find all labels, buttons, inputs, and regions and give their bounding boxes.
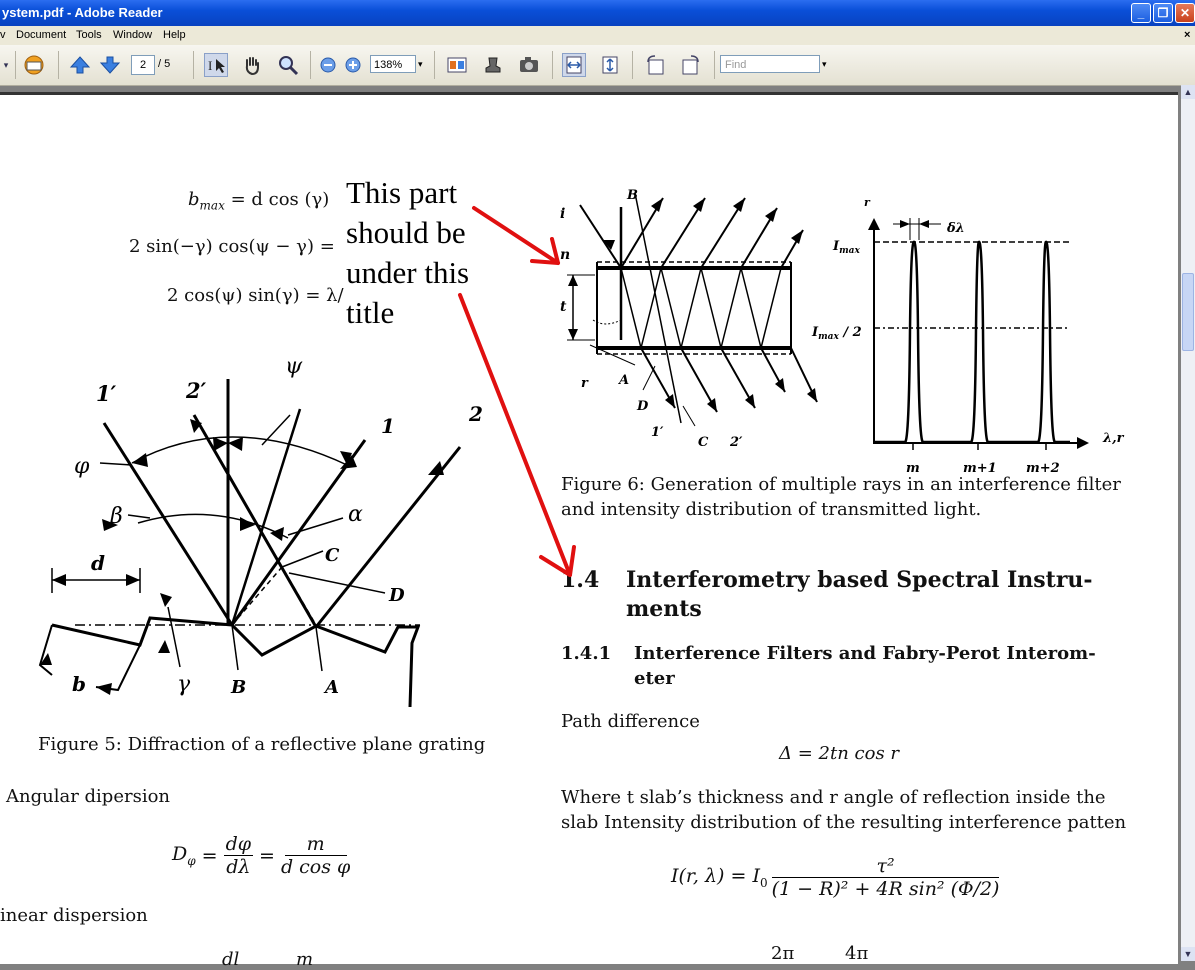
fig6-label-1p: 1′ (651, 425, 664, 440)
fig5-label-B: B (231, 677, 247, 698)
fig5-label-1: 1 (381, 414, 395, 438)
fig5-label-beta: β (110, 504, 123, 529)
fig6-label-ir: r (864, 196, 870, 209)
fig5-label-2: 2 (469, 402, 483, 426)
fig5-label-2p: 2′ (186, 378, 207, 403)
organizer-icon[interactable] (22, 53, 46, 77)
close-button[interactable]: ✕ (1175, 3, 1195, 23)
annotation-arrow-to-section (460, 295, 570, 575)
fit-width-icon[interactable] (562, 53, 586, 77)
annotation-note: This part should be under this title (346, 173, 469, 333)
equation-cos-sin: 2 cos(ψ) sin(γ) = λ/ (167, 285, 344, 306)
fig5-label-A: A (325, 677, 339, 698)
vertical-scrollbar[interactable] (1181, 85, 1195, 961)
scroll-thumb[interactable] (1182, 273, 1194, 351)
subsection-number: 1.4.1 (561, 643, 612, 664)
menu-document[interactable]: Document (16, 29, 67, 41)
menu-bar (0, 26, 1195, 45)
equation-intensity: I(r, $\lambda) = I_0$ τ² (1 − R)² + 4R sin² (Φ/2) (671, 855, 1000, 900)
fig6-label-A: A (619, 373, 630, 388)
fig6-label-m2: m+2 (1026, 461, 1060, 476)
hand-tool-icon[interactable] (240, 53, 264, 77)
page-total: / 5 (158, 58, 171, 70)
bottom-fraction-num1: dl (222, 949, 240, 970)
equation-delta: Δ = 2tn cos r (779, 743, 900, 764)
find-input[interactable]: Find (720, 55, 820, 73)
svg-text:I: I (208, 58, 213, 73)
find-dropdown-icon[interactable]: ▾ (822, 59, 827, 69)
fig5-label-d: d (91, 551, 105, 575)
window-title: ystem.pdf - Adobe Reader (2, 5, 163, 20)
path-difference-text: Path difference (561, 711, 700, 732)
title-bar (0, 0, 1195, 26)
fig5-label-psi: ψ (285, 354, 303, 379)
fig6-label-t: t (560, 299, 567, 315)
restore-button[interactable]: ❐ (1153, 3, 1173, 23)
where-text-line1: Where t slab’s thickness and r angle of reflection inside the (561, 787, 1106, 808)
snapshot-icon[interactable] (517, 53, 541, 77)
fig5-label-1p: 1′ (96, 381, 117, 406)
fig6-label-imax: $I_{max}$ (833, 239, 860, 256)
fig6-label-dl: δλ (947, 221, 965, 236)
toolbar (0, 45, 1195, 86)
zoom-tool-icon[interactable] (276, 53, 300, 77)
fig6-label-D: D (637, 399, 649, 414)
menu-tools[interactable]: Tools (76, 29, 102, 41)
where-text-line2: slab Intensity distribution of the resulting interference patten (561, 812, 1127, 833)
section-title-line1: Interferometry based Spectral Instru- (626, 567, 1093, 593)
dropdown-arrow-icon[interactable]: ▾ (3, 59, 9, 70)
figure-6-caption-line1: Figure 6: Generation of multiple rays in an interference filter (561, 474, 1121, 495)
page-number-input[interactable]: 2 (131, 55, 155, 75)
rotate-right-icon[interactable] (679, 53, 703, 77)
document-page[interactable] (0, 92, 1178, 970)
fig5-label-D: D (389, 585, 405, 606)
bottom-fraction-num2: m (296, 949, 314, 970)
next-page-icon[interactable] (98, 53, 122, 77)
rotate-left-icon[interactable] (643, 53, 667, 77)
annotation-arrow-to-figure (474, 208, 558, 263)
fig5-label-C: C (325, 545, 340, 566)
fig5-label-b: b (72, 672, 86, 696)
annotation-arrows (0, 95, 1178, 964)
linear-dispersion-text: inear dispersion (0, 905, 148, 926)
stamp-icon[interactable] (481, 53, 505, 77)
document-close-icon[interactable]: × (1184, 29, 1191, 41)
previous-page-icon[interactable] (68, 53, 92, 77)
fig6-label-r: r (581, 376, 588, 391)
zoom-out-icon[interactable] (316, 53, 340, 77)
bottom-fraction-4pi: 4π (845, 943, 869, 964)
menu-view[interactable]: v (0, 29, 6, 41)
fig6-label-m1: m+1 (963, 461, 997, 476)
fig6-label-imax2: $I_{max} / 2$ (812, 325, 862, 342)
subsection-title-line2: eter (634, 668, 675, 689)
menu-help[interactable]: Help (163, 29, 186, 41)
fig6-label-i: i (560, 206, 566, 222)
fit-page-icon[interactable] (598, 53, 622, 77)
fig6-label-m: m (906, 461, 920, 476)
fig6-label-B: B (627, 188, 638, 203)
pages-panel-icon[interactable] (445, 53, 469, 77)
scroll-up-icon[interactable]: ▲ (1181, 85, 1195, 99)
fig5-label-phi: φ (74, 454, 90, 479)
section-number: 1.4 (561, 567, 600, 593)
select-tool-icon[interactable] (204, 53, 228, 77)
zoom-dropdown-icon[interactable]: ▾ (418, 59, 423, 69)
minimize-button[interactable]: _ (1131, 3, 1151, 23)
angular-dispersion-text: Angular dipersion (6, 786, 171, 807)
fig6-label-n: n (560, 247, 571, 263)
zoom-in-icon[interactable] (341, 53, 365, 77)
bottom-fraction-2pi: 2π (771, 943, 795, 964)
section-title-line2: ments (626, 596, 702, 622)
fig5-label-gamma: γ (177, 672, 191, 697)
zoom-level-input[interactable]: 138% (370, 55, 416, 73)
fig6-label-lam: λ,r (1103, 431, 1124, 446)
scroll-down-icon[interactable]: ▼ (1181, 947, 1195, 961)
equation-bmax: $b_{max} = d$ cos (γ) (188, 189, 330, 213)
equation-sin-cos: 2 sin(−γ) cos(ψ − γ) = (129, 236, 335, 257)
fig5-label-alpha: α (348, 502, 363, 527)
equation-angular-dispersion: $D_\varphi$ = $\frac{d\varphi}{d\lambda}$ = $\frac{m}{\text{d cos φ}}$ (172, 833, 351, 878)
fig6-label-C: C (698, 435, 709, 450)
fig6-label-2p: 2′ (730, 435, 743, 450)
subsection-title-line1: Interference Filters and Fabry-Perot Interom- (634, 643, 1096, 664)
figure-5-caption: Figure 5: Diffraction of a reflective plane grating (38, 734, 486, 755)
figure-6-caption-line2: and intensity distribution of transmitted light. (561, 499, 982, 520)
menu-window[interactable]: Window (113, 29, 153, 41)
